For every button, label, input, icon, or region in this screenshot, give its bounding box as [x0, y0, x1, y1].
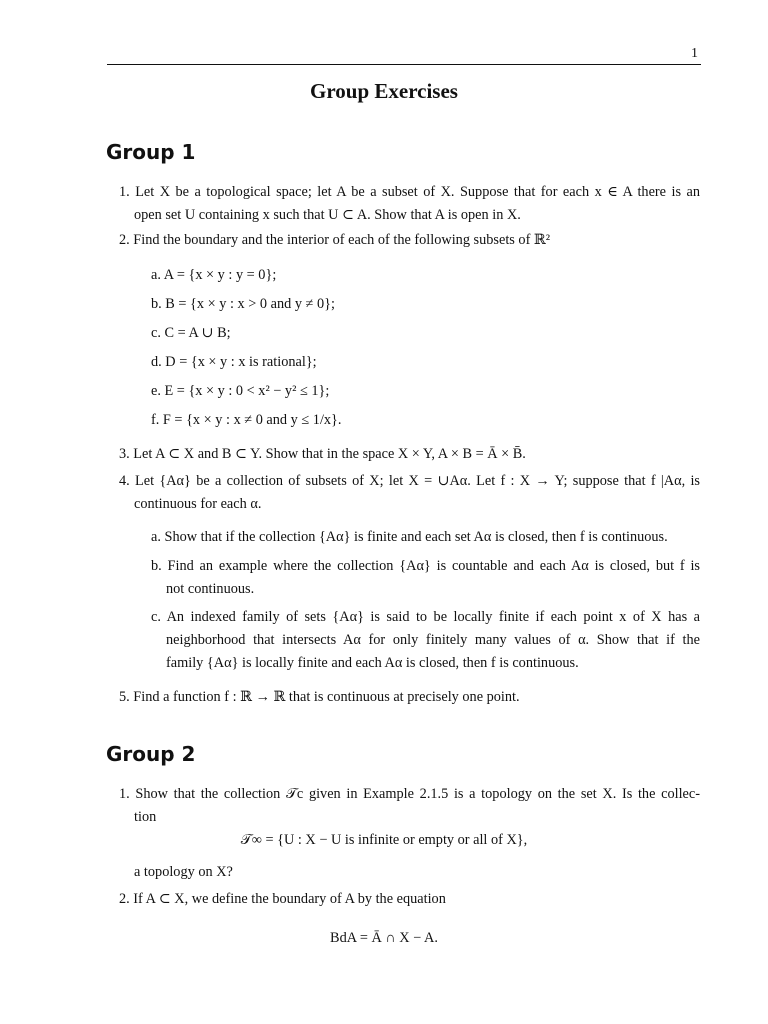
- exercise-line: 1. Show that the collection 𝒯c given in Example 2.1.5 is a topology on the set X. Is the collec-: [119, 786, 700, 802]
- display-equation: 𝒯∞ = {U : X − U is infinite or empty or all of X},: [240, 832, 528, 848]
- exercise-line: 2. Find the boundary and the interior of each of the following subsets of ℝ²: [119, 232, 551, 248]
- header-rule: [107, 64, 701, 65]
- exercise-line: continuous for each α.: [134, 496, 262, 512]
- page-number: 1: [691, 46, 698, 61]
- sub-item: d. D = {x × y : x is rational};: [151, 354, 317, 370]
- group-1-heading: Group 1: [106, 140, 196, 164]
- sub-item: b. B = {x × y : x > 0 and y ≠ 0};: [151, 296, 335, 312]
- exercise-line: 5. Find a function f : ℝ → ℝ that is continuous at precisely one point.: [119, 689, 520, 705]
- exercise-line: 1. Let X be a topological space; let A be a subset of X. Suppose that for each x ∈ A there is an: [119, 184, 700, 200]
- exercise-line: a topology on X?: [134, 864, 233, 880]
- sub-item: e. E = {x × y : 0 < x² − y² ≤ 1};: [151, 383, 330, 399]
- exercise-line: tion: [134, 809, 157, 825]
- sub-item: a. Show that if the collection {Aα} is finite and each set Aα is closed, then f is continuous.: [151, 529, 668, 545]
- exercise-line: 4. Let {Aα} be a collection of subsets of X; let X = ∪Aα. Let f : X → Y; suppose that f |Aα, is: [119, 473, 700, 489]
- sub-item: c. An indexed family of sets {Aα} is said to be locally finite if each point x of X has a: [151, 609, 700, 625]
- sub-item: b. Find an example where the collection {Aα} is countable and each Aα is closed, but f is: [151, 558, 700, 574]
- sub-item: c. C = A ∪ B;: [151, 325, 231, 341]
- exercise-line: 3. Let A ⊂ X and B ⊂ Y. Show that in the space X × Y, A × B = Ā × B̄.: [119, 446, 526, 462]
- sub-item: a. A = {x × y : y = 0};: [151, 267, 277, 283]
- sub-item: f. F = {x × y : x ≠ 0 and y ≤ 1/x}.: [151, 412, 342, 428]
- sub-item: neighborhood that intersects Aα for only finitely many values of α. Show that if the: [166, 632, 700, 648]
- exercise-line: open set U containing x such that U ⊂ A. Show that A is open in X.: [134, 207, 521, 223]
- document-title: Group Exercises: [310, 79, 458, 103]
- display-equation: BdA = Ā ∩ X − A.: [330, 930, 438, 946]
- exercise-line: 2. If A ⊂ X, we define the boundary of A by the equation: [119, 891, 446, 907]
- sub-item: not continuous.: [166, 581, 255, 597]
- group-2-heading: Group 2: [106, 742, 196, 766]
- sub-item: family {Aα} is locally finite and each Aα is closed, then f is continuous.: [166, 655, 579, 671]
